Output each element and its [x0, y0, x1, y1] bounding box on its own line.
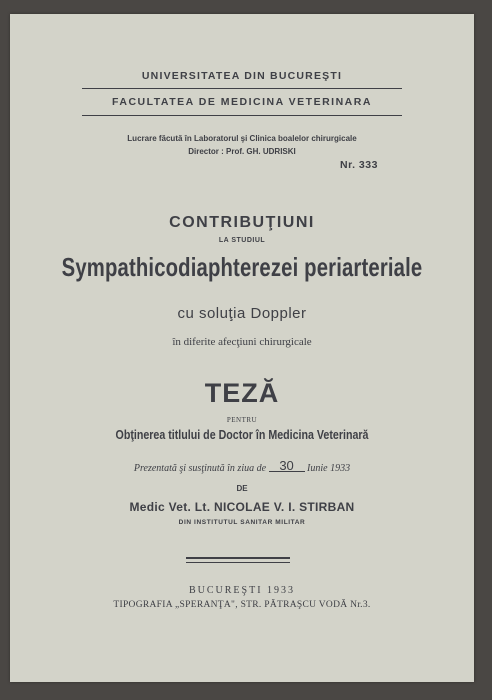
- author-institute: DIN INSTITUTUL SANITAR MILITAR: [178, 519, 306, 526]
- subtitle-solutia: cu soluţia Doppler: [177, 305, 307, 322]
- title-contributiuni: CONTRIBUŢIUNI: [169, 214, 315, 231]
- presentation-text-before: Prezentată şi susţinută în ziua de: [133, 463, 269, 474]
- document-page: [10, 14, 474, 682]
- faculty-divider: [82, 115, 402, 116]
- author-name: Medic Vet. Lt. NICOLAE V. I. STIRBAN: [129, 500, 355, 514]
- double-rule-top: [186, 557, 290, 559]
- title-la-studiul: LA STUDIUL: [218, 237, 266, 244]
- city-year: BUCUREŞTI 1933: [188, 585, 296, 596]
- publication-number: Nr. 333: [340, 159, 378, 171]
- subtitle-afectiuni: în diferite afecţiuni chirurgicale: [172, 336, 312, 348]
- handwritten-day: 30: [269, 460, 305, 472]
- presentation-date-line: [10, 460, 474, 474]
- thesis-heading: TEZĂ: [204, 378, 280, 408]
- main-title: Sympathicodiaphterezei periarteriale: [61, 252, 423, 282]
- pentru-label: PENTRU: [226, 416, 258, 424]
- presentation-text-after: Iunie 1933: [304, 463, 351, 474]
- faculty-name: FACULTATEA DE MEDICINA VETERINARA: [112, 96, 372, 108]
- top-divider: [82, 88, 402, 89]
- director-line: Director : Prof. GH. UDRISKI: [188, 147, 296, 156]
- double-rule-bottom: [186, 562, 290, 563]
- printer-line: TIPOGRAFIA „SPERANŢA", STR. PĂTRAŞCU VODĂ Nr.3.: [113, 600, 371, 610]
- university-name: UNIVERSITATEA DIN BUCUREŞTI: [141, 70, 343, 82]
- lab-note: Lucrare făcută în Laboratorul şi Clinica boalelor chirurgicale: [127, 134, 357, 143]
- de-label: DE: [236, 484, 248, 493]
- degree-line: Obţinerea titlului de Doctor în Medicina Veterinară: [115, 427, 369, 442]
